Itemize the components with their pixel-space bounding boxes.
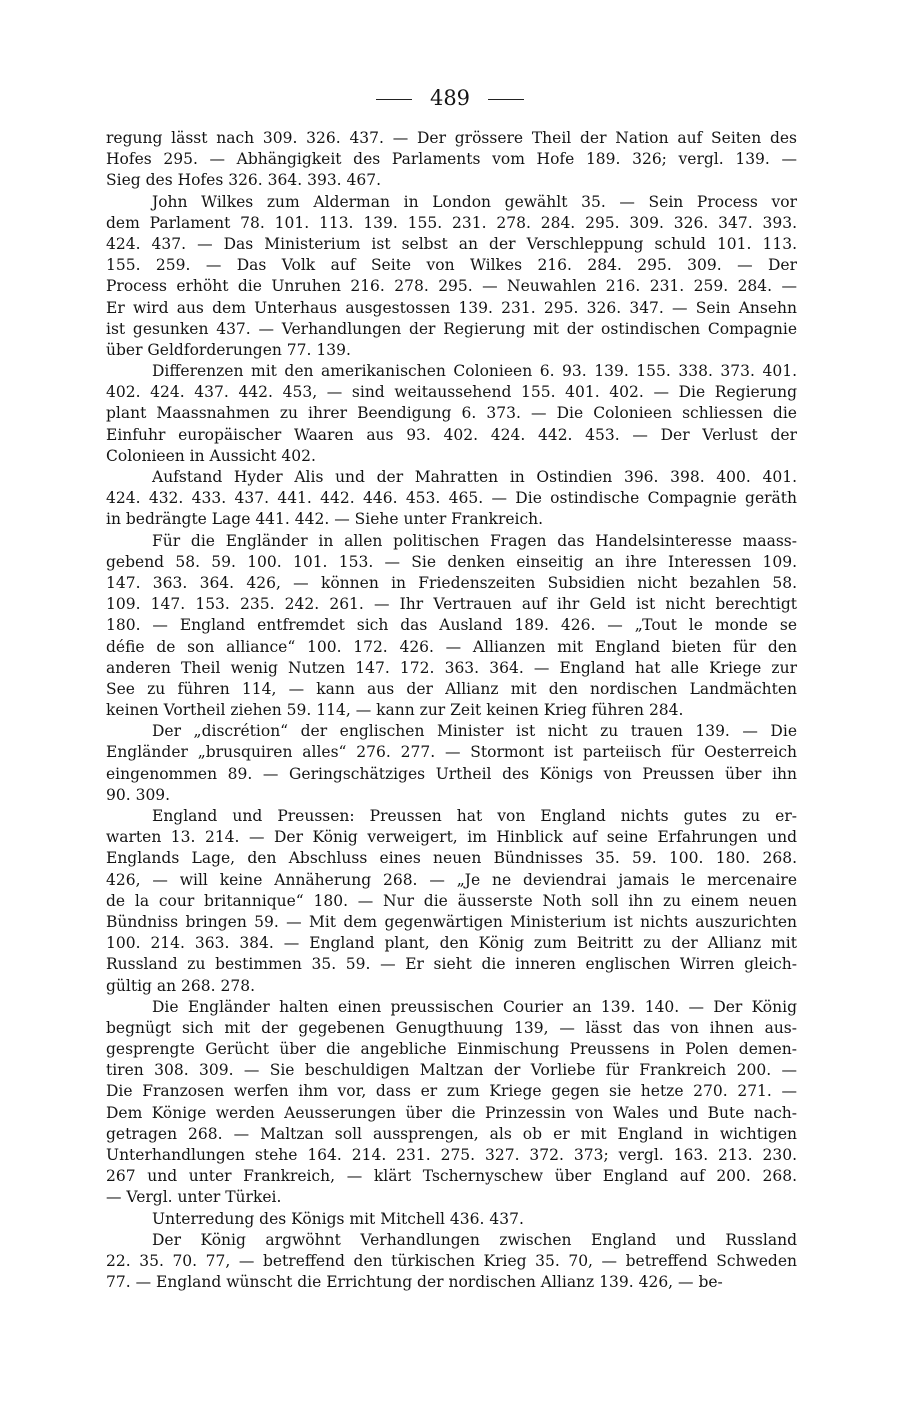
text-line: Unterredung des Königs mit Mitchell 436. 437. [152,1209,524,1228]
index-paragraph [106,361,797,467]
index-paragraph [106,721,797,806]
text-line: 424. 437. — Das Ministerium ist selbst an der Verschleppung schuld 101. 113. [106,234,797,253]
text-line: 402. 424. 437. 442. 453, — sind weitaussehend 155. 401. 402. — Die Regierung [106,383,797,402]
text-line: 426, — will keine Annäherung 268. — „Je ne deviendrai jamais le mercenaire [106,870,797,889]
text-line: 90. 309. [106,785,171,804]
text-line: 155. 259. — Das Volk auf Seite von Wilkes 216. 284. 295. 309. — Der [106,256,797,275]
text-line: — Vergl. unter Türkei. [106,1188,282,1207]
text-line: défie de son alliance“ 100. 172. 426. — Allianzen mit England bieten für den [106,637,797,656]
header-dash-right [488,99,524,100]
text-line: keinen Vortheil ziehen 59. 114, — kann zur Zeit keinen Krieg führen 284. [106,701,684,720]
text-line: Russland zu bestimmen 35. 59. — Er sieht die inneren englischen Wirren gleich- [106,955,797,974]
text-line: See zu führen 114, — kann aus der Allianz mit den nordischen Landmächten [106,679,797,698]
index-paragraph [106,128,797,192]
text-line: tiren 308. 309. — Sie beschuldigen Maltzan der Vorliebe für Frankreich 200. — [106,1061,797,1080]
text-line: Process erhöht die Unruhen 216. 278. 295. — Neuwahlen 216. 231. 259. 284. — [106,277,797,296]
text-line: 109. 147. 153. 235. 242. 261. — Ihr Vertrauen auf ihr Geld ist nicht berechtigt [106,595,797,614]
text-line: Die Engländer halten einen preussischen Courier an 139. 140. — Der König [152,997,797,1016]
text-line: Hofes 295. — Abhängigkeit des Parlaments vom Hofe 189. 326; vergl. 139. — [106,150,797,169]
text-line: Differenzen mit den amerikanischen Colonieen 6. 93. 139. 155. 338. 373. 401. [152,362,797,381]
text-line: Bündniss bringen 59. — Mit dem gegenwärtigen Ministerium ist nichts auszurichten [106,912,797,931]
page-header [0,84,900,112]
text-line: eingenommen 89. — Geringschätziges Urtheil des Königs von Preussen über ihn [106,764,797,783]
text-line: Er wird aus dem Unterhaus ausgestossen 139. 231. 295. 326. 347. — Sein Ansehn [106,298,797,317]
page-number: 489 [429,86,471,110]
text-line: Für die Engländer in allen politischen Fragen das Handelsinteresse maass- [152,531,797,550]
text-line: Dem Könige werden Aeusserungen über die Prinzessin von Wales und Bute nach- [106,1103,797,1122]
text-line: de la cour britannique“ 180. — Nur die äusserste Noth soll ihn zu einem neuen [106,891,797,910]
index-paragraph [106,997,797,1209]
index-text-body [106,128,797,1293]
text-line: anderen Theil wenig Nutzen 147. 172. 363. 364. — England hat alle Kriege zur [106,658,797,677]
text-line: Engländer „brusquiren alles“ 276. 277. — Stormont ist parteiisch für Oesterreich [106,743,797,762]
text-line: John Wilkes zum Alderman in London gewählt 35. — Sein Process vor [152,192,797,211]
text-line: 180. — England entfremdet sich das Ausland 189. 426. — „Tout le monde se [106,616,797,635]
text-line: gültig an 268. 278. [106,976,255,995]
text-line: Colonieen in Aussicht 402. [106,446,316,465]
index-paragraph [106,1209,797,1230]
text-line: in bedrängte Lage 441. 442. — Siehe unter Frankreich. [106,510,544,529]
text-line: 147. 363. 364. 426, — können in Friedenszeiten Subsidien nicht bezahlen 58. [106,573,797,592]
index-paragraph [106,1230,797,1294]
text-line: warten 13. 214. — Der König verweigert, im Hinblick auf seine Erfahrungen und [106,828,797,847]
text-line: gebend 58. 59. 100. 101. 153. — Sie denken einseitig an ihre Interessen 109. [106,552,797,571]
text-line: England und Preussen: Preussen hat von England nichts gutes zu er- [152,807,797,825]
text-line: regung lässt nach 309. 326. 437. — Der grössere Theil der Nation auf Seiten des [106,129,797,147]
text-line: Die Franzosen werfen ihm vor, dass er zum Kriege gegen sie hetze 270. 271. — [106,1082,797,1101]
text-line: 22. 35. 70. 77, — betreffend den türkischen Krieg 35. 70, — betreffend Schweden [106,1251,797,1270]
text-line: begnügt sich mit der gegebenen Genugthuung 139, — lässt das von ihnen aus- [106,1018,797,1037]
text-line: 424. 432. 433. 437. 441. 442. 446. 453. 465. — Die ostindische Compagnie geräth [106,489,797,508]
header-dash-left [376,99,412,100]
index-paragraph [106,192,797,362]
text-line: dem Parlament 78. 101. 113. 139. 155. 231. 278. 284. 295. 309. 326. 347. 393. [106,213,797,232]
text-line: 77. — England wünscht die Errichtung der nordischen Allianz 139. 426, — be- [106,1273,723,1292]
text-line: getragen 268. — Maltzan soll aussprengen, als ob er mit England in wichtigen [106,1124,797,1143]
text-line: ist gesunken 437. — Verhandlungen der Regierung mit der ostindischen Compagnie [106,319,797,338]
text-line: Aufstand Hyder Alis und der Mahratten in Ostindien 396. 398. 400. 401. [152,468,797,486]
text-line: über Geldforderungen 77. 139. [106,340,351,359]
text-line: Unterhandlungen stehe 164. 214. 231. 275. 327. 372. 373; vergl. 163. 213. 230. [106,1146,797,1164]
text-line: 100. 214. 363. 384. — England plant, den König zum Beitritt zu der Allianz mit [106,934,797,953]
text-line: plant Maassnahmen zu ihrer Beendigung 6. 373. — Die Colonieen schliessen die [106,404,797,423]
text-line: 267 und unter Frankreich, — klärt Tschernyschew über England auf 200. 268. [106,1167,797,1186]
text-line: Englands Lage, den Abschluss eines neuen Bündnisses 35. 59. 100. 180. 268. [106,849,797,868]
index-paragraph [106,531,797,722]
text-line: Einfuhr europäischer Waaren aus 93. 402. 424. 442. 453. — Der Verlust der [106,425,797,444]
text-line: Sieg des Hofes 326. 364. 393. 467. [106,171,382,190]
text-line: gesprengte Gerücht über die angebliche Einmischung Preussens in Polen demen- [106,1040,797,1059]
index-paragraph [106,467,797,531]
text-line: Der „discrétion“ der englischen Minister ist nicht zu trauen 139. — Die [152,722,797,741]
text-line: Der König argwöhnt Verhandlungen zwischen England und Russland [152,1230,797,1249]
index-paragraph [106,806,797,997]
